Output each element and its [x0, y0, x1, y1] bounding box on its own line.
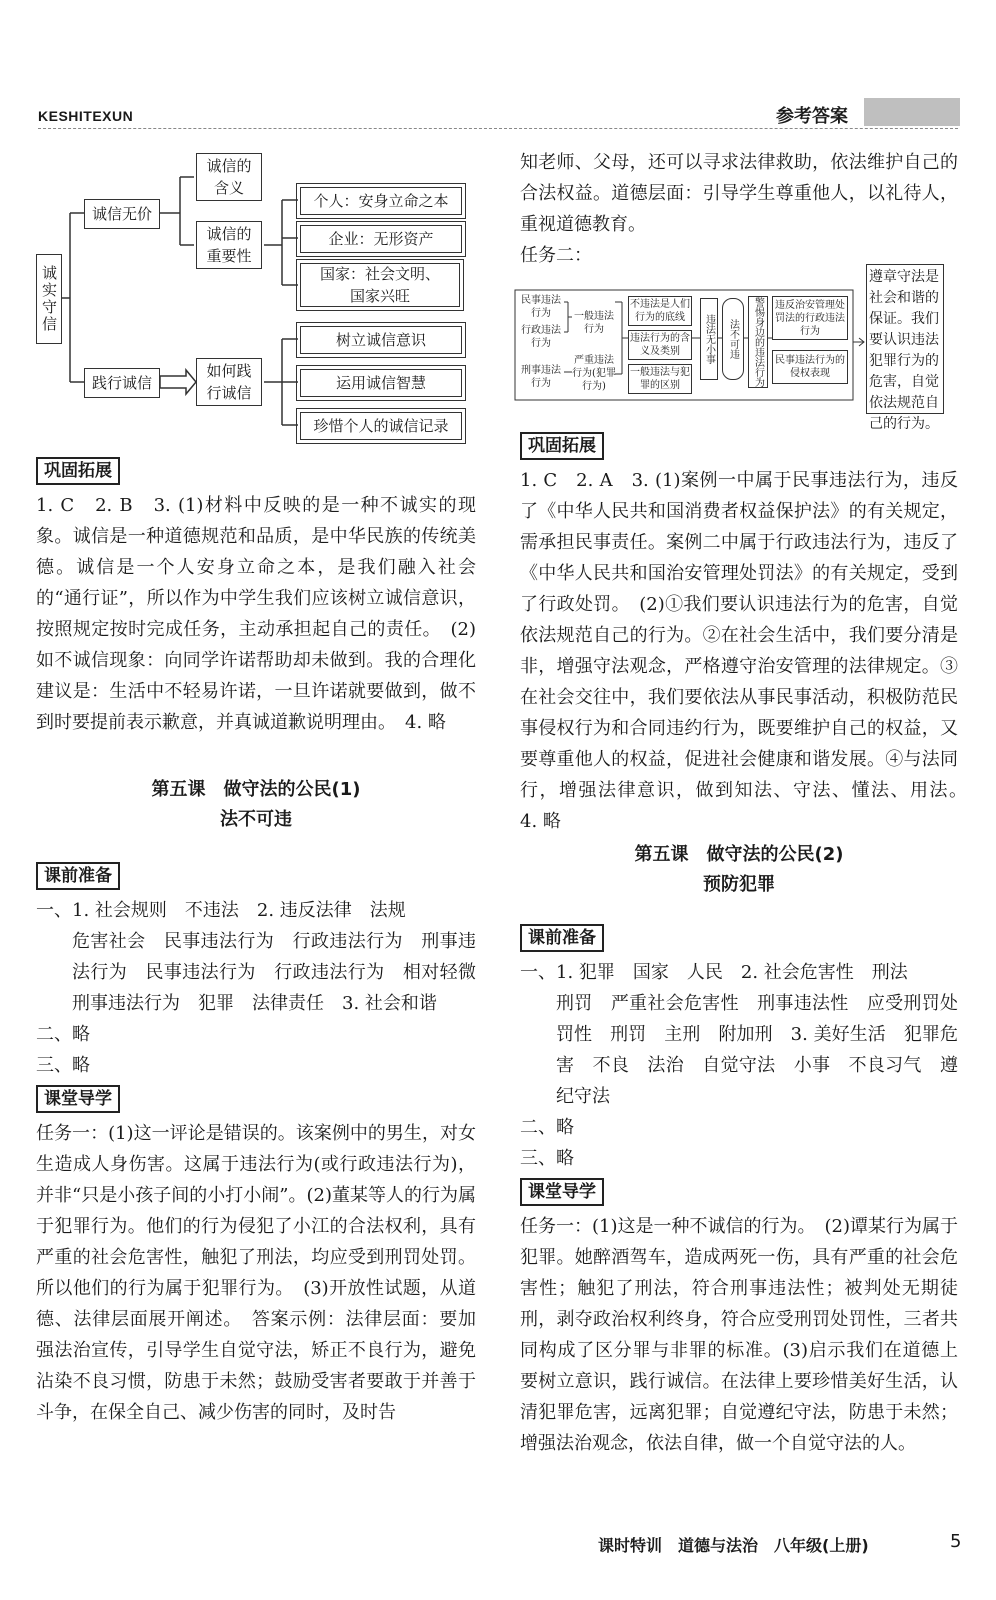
section-title-consolidate: 巩固拓展: [36, 457, 120, 485]
diagram-right-box: 民事违法行为的侵权表现: [772, 350, 848, 384]
section-title-classroom: 课堂导学: [520, 1178, 604, 1206]
left-column-part1: [36, 455, 476, 738]
section-title-preview: 课前准备: [520, 924, 604, 952]
left-consolidate-answers: 1. C 2. B 3. (1)材料中反映的是一种不诚实的现象。诚信是一种道德规范和品质，是中华民族的传统美德。诚信是一个人安身立命之本，是我们融入社会的“通行证”，所以作为中学生我们应该树立诚信意识，按照规定按时完成任务，主动承担起自己的责任。 (2)如不诚信现象：向同学许诺帮助却未做到。我的合理化建议是：生活中不轻易许诺，一旦许诺就要做到，做不到时要提前表示歉意，并真诚道歉说明理由。 4. 略: [36, 495, 476, 733]
lesson-subtitle: 预防犯罪: [703, 874, 775, 895]
mindmap-importance-item: 企业：无形资产: [300, 225, 462, 253]
preview-line: 二、略: [36, 1024, 90, 1045]
mindmap-importance-item: 个人：安身立命之本: [300, 187, 462, 215]
diagram-criminal-violation: 刑事违法行为: [521, 365, 561, 389]
section-title-preview: 课前准备: [36, 862, 120, 890]
mindmap-branch-2: 践行诚信: [84, 368, 160, 398]
mindmap-practice-item: 树立诚信意识: [300, 326, 462, 354]
preview-line: 二、略: [520, 1117, 574, 1138]
footer-book-title: 课时特训 道德与法治 八年级(上册): [598, 1536, 869, 1555]
mindmap-practice-item: 运用诚信智慧: [300, 369, 462, 397]
right-lesson-heading: [520, 840, 958, 900]
diagram-admin-violation: 行政违法行为: [521, 325, 561, 349]
preview-line: 刑罚 严重社会危害性 刑事违法性 应受刑罚处罚性 刑罚 主刑 附加刑 3. 美好生活 犯罪危害 不良 法治 自觉守法 小事 不良习气 遵纪守法: [556, 993, 958, 1107]
right-continued-text: 知老师、父母，还可以寻求法律救助，依法维护自己的合法权益。道德层面：引导学生尊重他人，以礼待人，重视道德教育。: [520, 152, 958, 235]
header-tab-decoration: [864, 98, 960, 126]
mindmap-branch-1: 诚信无价: [84, 199, 160, 229]
section-title-consolidate: 巩固拓展: [520, 432, 604, 460]
diagram-civil-violation: 民事违法行为: [521, 295, 561, 319]
diagram-vertical-box: 违法无小事: [700, 298, 718, 380]
diagram-concept-box: 一般违法与犯罪的区别: [628, 364, 692, 394]
preview-line: 三、略: [520, 1148, 574, 1169]
preview-line: 一、1. 犯罪 国家 人民 2. 社会危害性 刑法: [520, 962, 908, 983]
task-two-label: 任务二：: [520, 245, 592, 266]
diagram-vertical-oval: 法不可违: [722, 298, 744, 380]
left-column-part2: [36, 860, 494, 1428]
right-column-part1: [520, 147, 958, 271]
diagram-concept-box: 违法行为的含义及类别: [628, 330, 692, 360]
preview-line: 三、略: [36, 1055, 90, 1076]
mindmap-importance-item: 国家：社会文明、国家兴旺: [300, 263, 460, 307]
mindmap-node-meaning: 诚信的含义: [196, 153, 262, 201]
section-title-classroom: 课堂导学: [36, 1085, 120, 1113]
right-classroom-answers: 任务一：(1)这是一种不诚信的行为。 (2)谭某行为属于犯罪。她醉酒驾车，造成两死一伤，具有严重的社会危害性；触犯了刑法，符合刑事违法性；被判处无期徒刑，剥夺政治权利终身，符合应受刑罚处罚性，三者共同构成了区分罪与非罪的标准。(3)启示我们在道德上要树立意识，践行诚信。在法律上要珍惜美好生活，认清犯罪危害，远离犯罪；自觉遵纪守法，防患于未然；增强法治观念，依法自律，做一个自觉守法的人。: [520, 1216, 958, 1454]
diagram-vertical-box: 警惕身边的违法行为: [748, 296, 768, 388]
task2-diagram: [512, 262, 962, 432]
mindmap-practice-item: 珍惜个人的诚信记录: [300, 412, 462, 440]
right-consolidate-answers: 1. C 2. A 3. (1)案例一中属于民事违法行为，违反了《中华人民共和国消费者权益保护法》的有关规定，需承担民事责任。案例二中属于行政违法行为，违反了《中华人民共和国治安管理处罚法》的有关规定，受到了行政处罚。 (2)①我们要认识违法行为的危害，自觉依法规范自己的行为。②在社会生活中，我们要分清是非，增强守法观念，严格遵守治安管理的法律规定。③在社会交往中，我们要依法从事民事活动，积极防范民事侵权行为和合同违约行为，既要维护自己的权益，又要尊重他人的权益，促进社会健康和谐发展。④与法同行，增强法律意识，做到知法、守法、懂法、用法。 4. 略: [520, 470, 976, 832]
diagram-conclusion-box: 遵章守法是社会和谐的保证。我们要认识违法犯罪行为的危害，自觉依法规范自己的行为。: [866, 264, 944, 414]
diagram-serious-violation: 严重违法行为(犯罪行为): [572, 355, 616, 392]
right-column-part2: [520, 430, 976, 837]
brand-logo-text: KESHITEXUN: [38, 108, 134, 124]
preview-line: 危害社会 民事违法行为 行政违法行为 刑事违法行为 民事违法行为 行政违法行为 相对轻微 刑事违法行为 犯罪 法律责任 3. 社会和谐: [72, 931, 494, 1014]
preview-line: 一、1. 社会规则 不违法 2. 违反法律 法规: [36, 900, 406, 921]
diagram-general-violation: 一般违法行为: [574, 311, 614, 335]
mindmap-node-importance: 诚信的重要性: [196, 221, 262, 269]
right-column-part3: [520, 922, 958, 1459]
page-number: 5: [950, 1531, 962, 1552]
header-title: 参考答案: [776, 106, 848, 127]
lesson-title: 第五课 做守法的公民(2): [634, 844, 844, 865]
mindmap-node-practice: 如何践行诚信: [196, 358, 262, 406]
diagram-right-box: 违反治安管理处罚法的行政违法行为: [772, 296, 848, 340]
mindmap: [0, 0, 480, 450]
classroom-answers: 任务一：(1)这一评论是错误的。该案例中的男生，对女生造成人身伤害。这属于违法行为(或行政违法行为)，并非“只是小孩子间的小打小闹”。(2)董某等人的行为属于犯罪行为。他们的行为侵犯了小江的合法权利，具有严重的社会危害性，触犯了刑法，均应受到刑罚处罚。所以他们的行为属于犯罪行为。 (3)开放性试题，从道德、法律层面展开阐述。 答案示例：法律层面：要加强法治宣传，引导学生自觉守法，矫正不良行为，避免沾染不良习惯，防患于未然；鼓励受害者要敢于并善于斗争，在保全自己、减少伤害的同时，及时告: [36, 1123, 476, 1423]
mindmap-root: 诚实守信: [36, 254, 62, 344]
lesson-title: 第五课 做守法的公民(1): [151, 779, 361, 800]
left-lesson-heading: [36, 775, 476, 835]
lesson-subtitle: 法不可违: [220, 809, 292, 830]
diagram-concept-box: 不违法是人们行为的底线: [628, 296, 692, 326]
